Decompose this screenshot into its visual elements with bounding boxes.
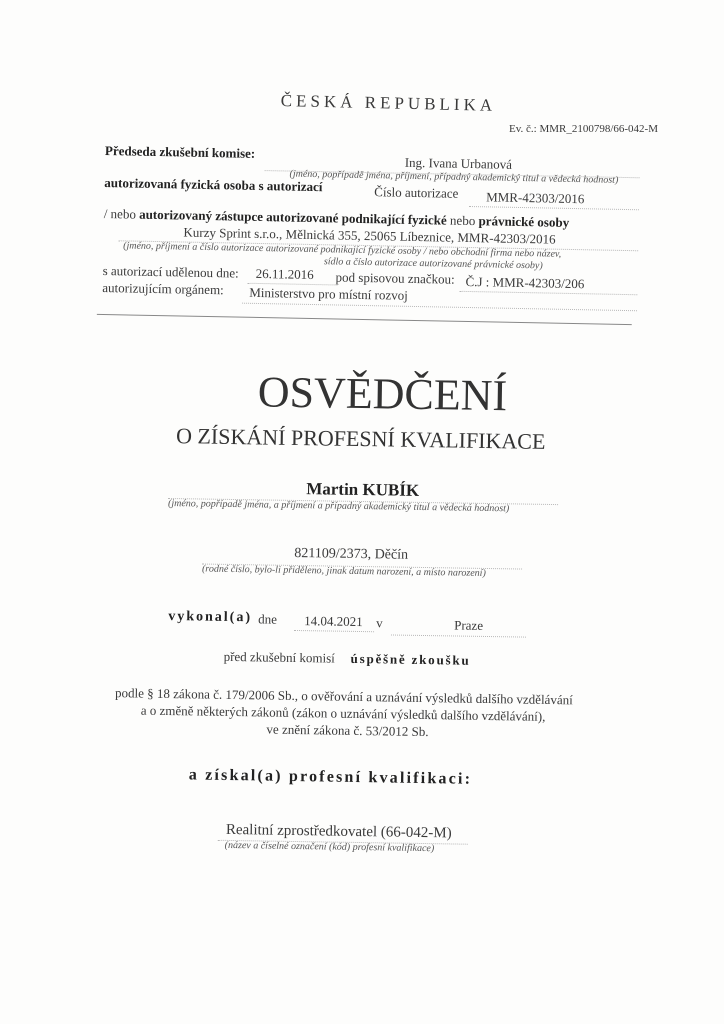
holder-name — [306, 480, 419, 499]
exam-place: Praze — [454, 617, 484, 633]
representative-bold: autorizovaný zástupce autorizované podnikající fyzické — [139, 206, 447, 228]
company-note-1: (jméno, příjmení a číslo autorizace autorizované podnikající fyzické osoby / nebo obchodní firma nebo název, — [123, 240, 562, 260]
country-heading: ČESKÁ REPUBLIKA — [280, 91, 497, 115]
chair-name: Ing. Ivana Urbanová — [404, 154, 513, 172]
place-label: v — [376, 615, 383, 631]
chair-note: (jméno, popřípadě jména, příjmení, případný akademický titul a vědecká hodnost) — [289, 168, 619, 186]
company-note-2: sídlo a číslo autorizace autorizované právnické osoby) — [323, 256, 543, 272]
law-line-3: ve znění zákona č. 53/2012 Sb. — [266, 721, 429, 740]
or-prefix: / nebo — [103, 205, 137, 222]
place-dotted-line — [391, 634, 526, 637]
or-middle: nebo — [449, 212, 476, 229]
birth-info: 821109/2373, Děčín — [294, 545, 409, 563]
performed-label: vykonal(a) — [168, 608, 253, 626]
auth-number: MMR-42303/2016 — [486, 189, 585, 207]
success-text: úspěšně zkoušku — [350, 650, 471, 668]
authority-name: Ministerstvo pro místní rozvoj — [249, 284, 408, 303]
exam-date: 14.04.2021 — [304, 613, 363, 630]
holder-first-name: Martin — [306, 479, 359, 499]
date-label: dne — [258, 611, 278, 627]
holder-last-name: KUBÍK — [362, 480, 420, 500]
authorized-person-label: autorizovaná fyzická osoba s autorizací — [104, 174, 323, 195]
authority-label: autorizujícím orgánem: — [102, 279, 224, 298]
auth-number-label: Číslo autorizace — [374, 184, 459, 201]
qualification-note: (název a číselné označení (kód) profesní kvalifikace) — [224, 839, 435, 855]
certificate-title: OSVĚDČENÍ — [257, 367, 508, 421]
certificate-subtitle: O ZÍSKÁNÍ PROFESNÍ KVALIFIKACE — [175, 423, 546, 454]
law-line-1: podle § 18 zákona č. 179/2006 Sb., o ověřování a uznávání výsledků dalšího vzdělávání — [114, 685, 573, 708]
chair-label: Předseda zkušební komise: — [104, 143, 256, 161]
law-line-2: a o změně některých zákonů (zákon o uznávání výsledků dalšího vzdělávání), — [140, 702, 546, 724]
granted-label: s autorizací udělenou dne: — [102, 262, 239, 281]
name-note: (jméno, popřípadě jména, a příjmení a případný akademický titul a vědecká hodnost) — [167, 497, 510, 515]
file-number: Č.J : MMR-42303/206 — [465, 273, 585, 292]
evidence-number: Ev. č.: MMR_2100798/66-042-M — [509, 123, 659, 135]
file-label: pod spisovou značkou: — [335, 269, 455, 287]
company-info: Kurzy Sprint s.r.o., Mělnická 355, 25065 Líbeznice, MMR-42303/2016 — [183, 224, 556, 247]
commission-text: před zkušební komisí — [223, 648, 335, 666]
birth-note: (rodné číslo, bylo-li přiděleno, jinak datum narození, a místo narození) — [201, 563, 486, 579]
acquired-text: a získal(a) profesní kvalifikaci: — [188, 766, 473, 788]
date-dotted-line — [294, 630, 374, 632]
granted-date: 26.11.2016 — [255, 265, 314, 283]
legal-entity-bold: právnické osoby — [478, 213, 570, 230]
qualification-name: Realitní zprostředkovatel (66-042-M) — [225, 821, 452, 842]
